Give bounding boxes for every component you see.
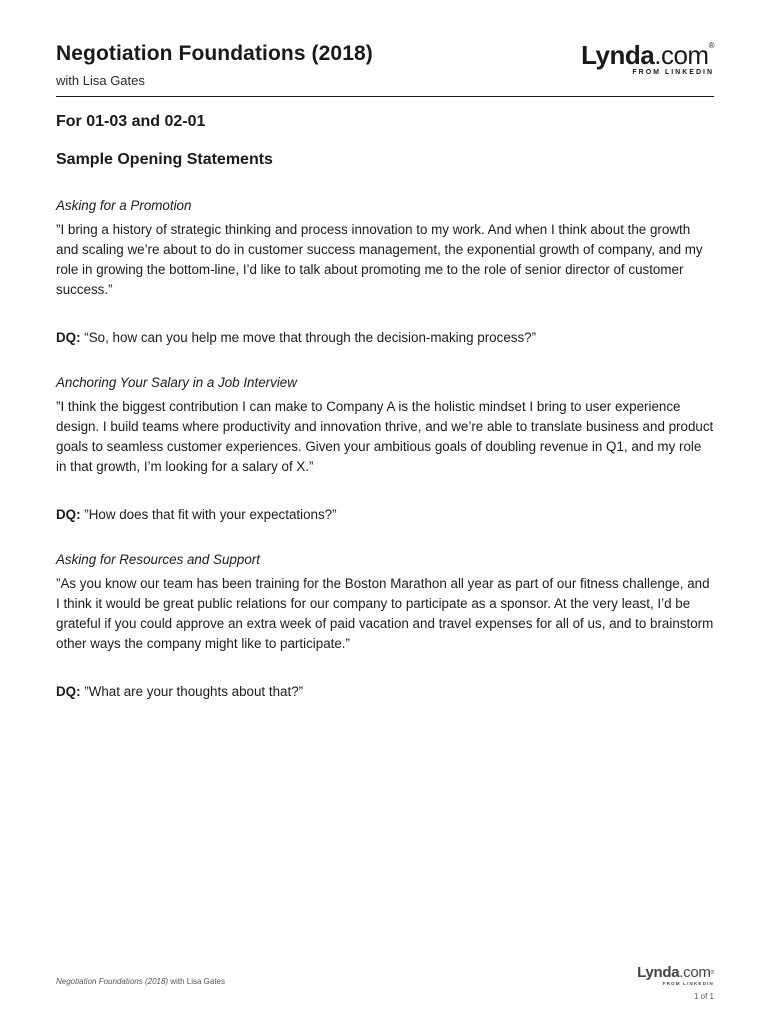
case-quote: ”As you know our team has been training for the Boston Marathon all year as part of our fitness challenge, and I think it would be great public relations for our company to participate as a sponsor. At the very least, I’d be grateful if you could approve an extra week of paid vacation and travel expenses for all of us, and to brainstorm other ways the company might like to participate.” [56, 576, 714, 651]
case-title: Asking for a Promotion [56, 198, 192, 213]
document-page [56, 0, 714, 1024]
section-title: Sample Opening Statements [56, 151, 273, 168]
logo-tagline: FROM LINKEDIN [632, 69, 714, 76]
case-block [56, 196, 714, 300]
footer-author: with Lisa Gates [168, 977, 225, 986]
logo-wordmark: Lynda.com® [581, 40, 714, 70]
section-code: For 01-03 and 02-01 [56, 113, 206, 130]
page-number: 1 of 1 [693, 992, 714, 1001]
footer-course-title: Negotiation Foundations (2018) [56, 977, 169, 986]
decision-question [56, 328, 714, 348]
footer-lynda-logo [624, 965, 714, 989]
case-block [56, 550, 714, 654]
footer-logo-wordmark: Lynda.com® [637, 964, 714, 981]
lynda-logo [574, 40, 714, 80]
document-subtitle: with Lisa Gates [56, 73, 145, 88]
dq-label: DQ: [56, 507, 81, 522]
document-title: Negotiation Foundations (2018) [56, 42, 373, 65]
case-quote: ”I bring a history of strategic thinking and process innovation to my work. And when I think about the growth and scaling we’re about to do in customer success management, the exponential growth of company, and my role in growing the bottom-line, I’d like to talk about promoting me to the role of senior director of customer success.” [56, 222, 703, 297]
case-title: Anchoring Your Salary in a Job Interview [56, 375, 297, 390]
case-block [56, 373, 714, 477]
dq-label: DQ: [56, 330, 81, 345]
footer-logo-tagline: FROM LINKEDIN [662, 981, 714, 986]
dq-text: ”What are your thoughts about that?” [80, 684, 304, 699]
dq-label: DQ: [56, 684, 81, 699]
decision-question [56, 505, 714, 525]
dq-text: “So, how can you help me move that through the decision-making process?” [80, 330, 537, 345]
dq-text: ”How does that fit with your expectations?” [80, 507, 337, 522]
decision-question [56, 682, 714, 702]
footer-course [56, 977, 225, 986]
case-quote: ”I think the biggest contribution I can make to Company A is the holistic mindset I bring to user experience design. I build teams where productivity and innovation thrive, and we’re able to translate business and product goals to seamless customer experiences. Given your ambitious goals of doubling revenue in Q1, and my role in that growth, I’m looking for a salary of X.” [56, 399, 714, 474]
document-header [56, 40, 714, 97]
case-title: Asking for Resources and Support [56, 552, 260, 567]
